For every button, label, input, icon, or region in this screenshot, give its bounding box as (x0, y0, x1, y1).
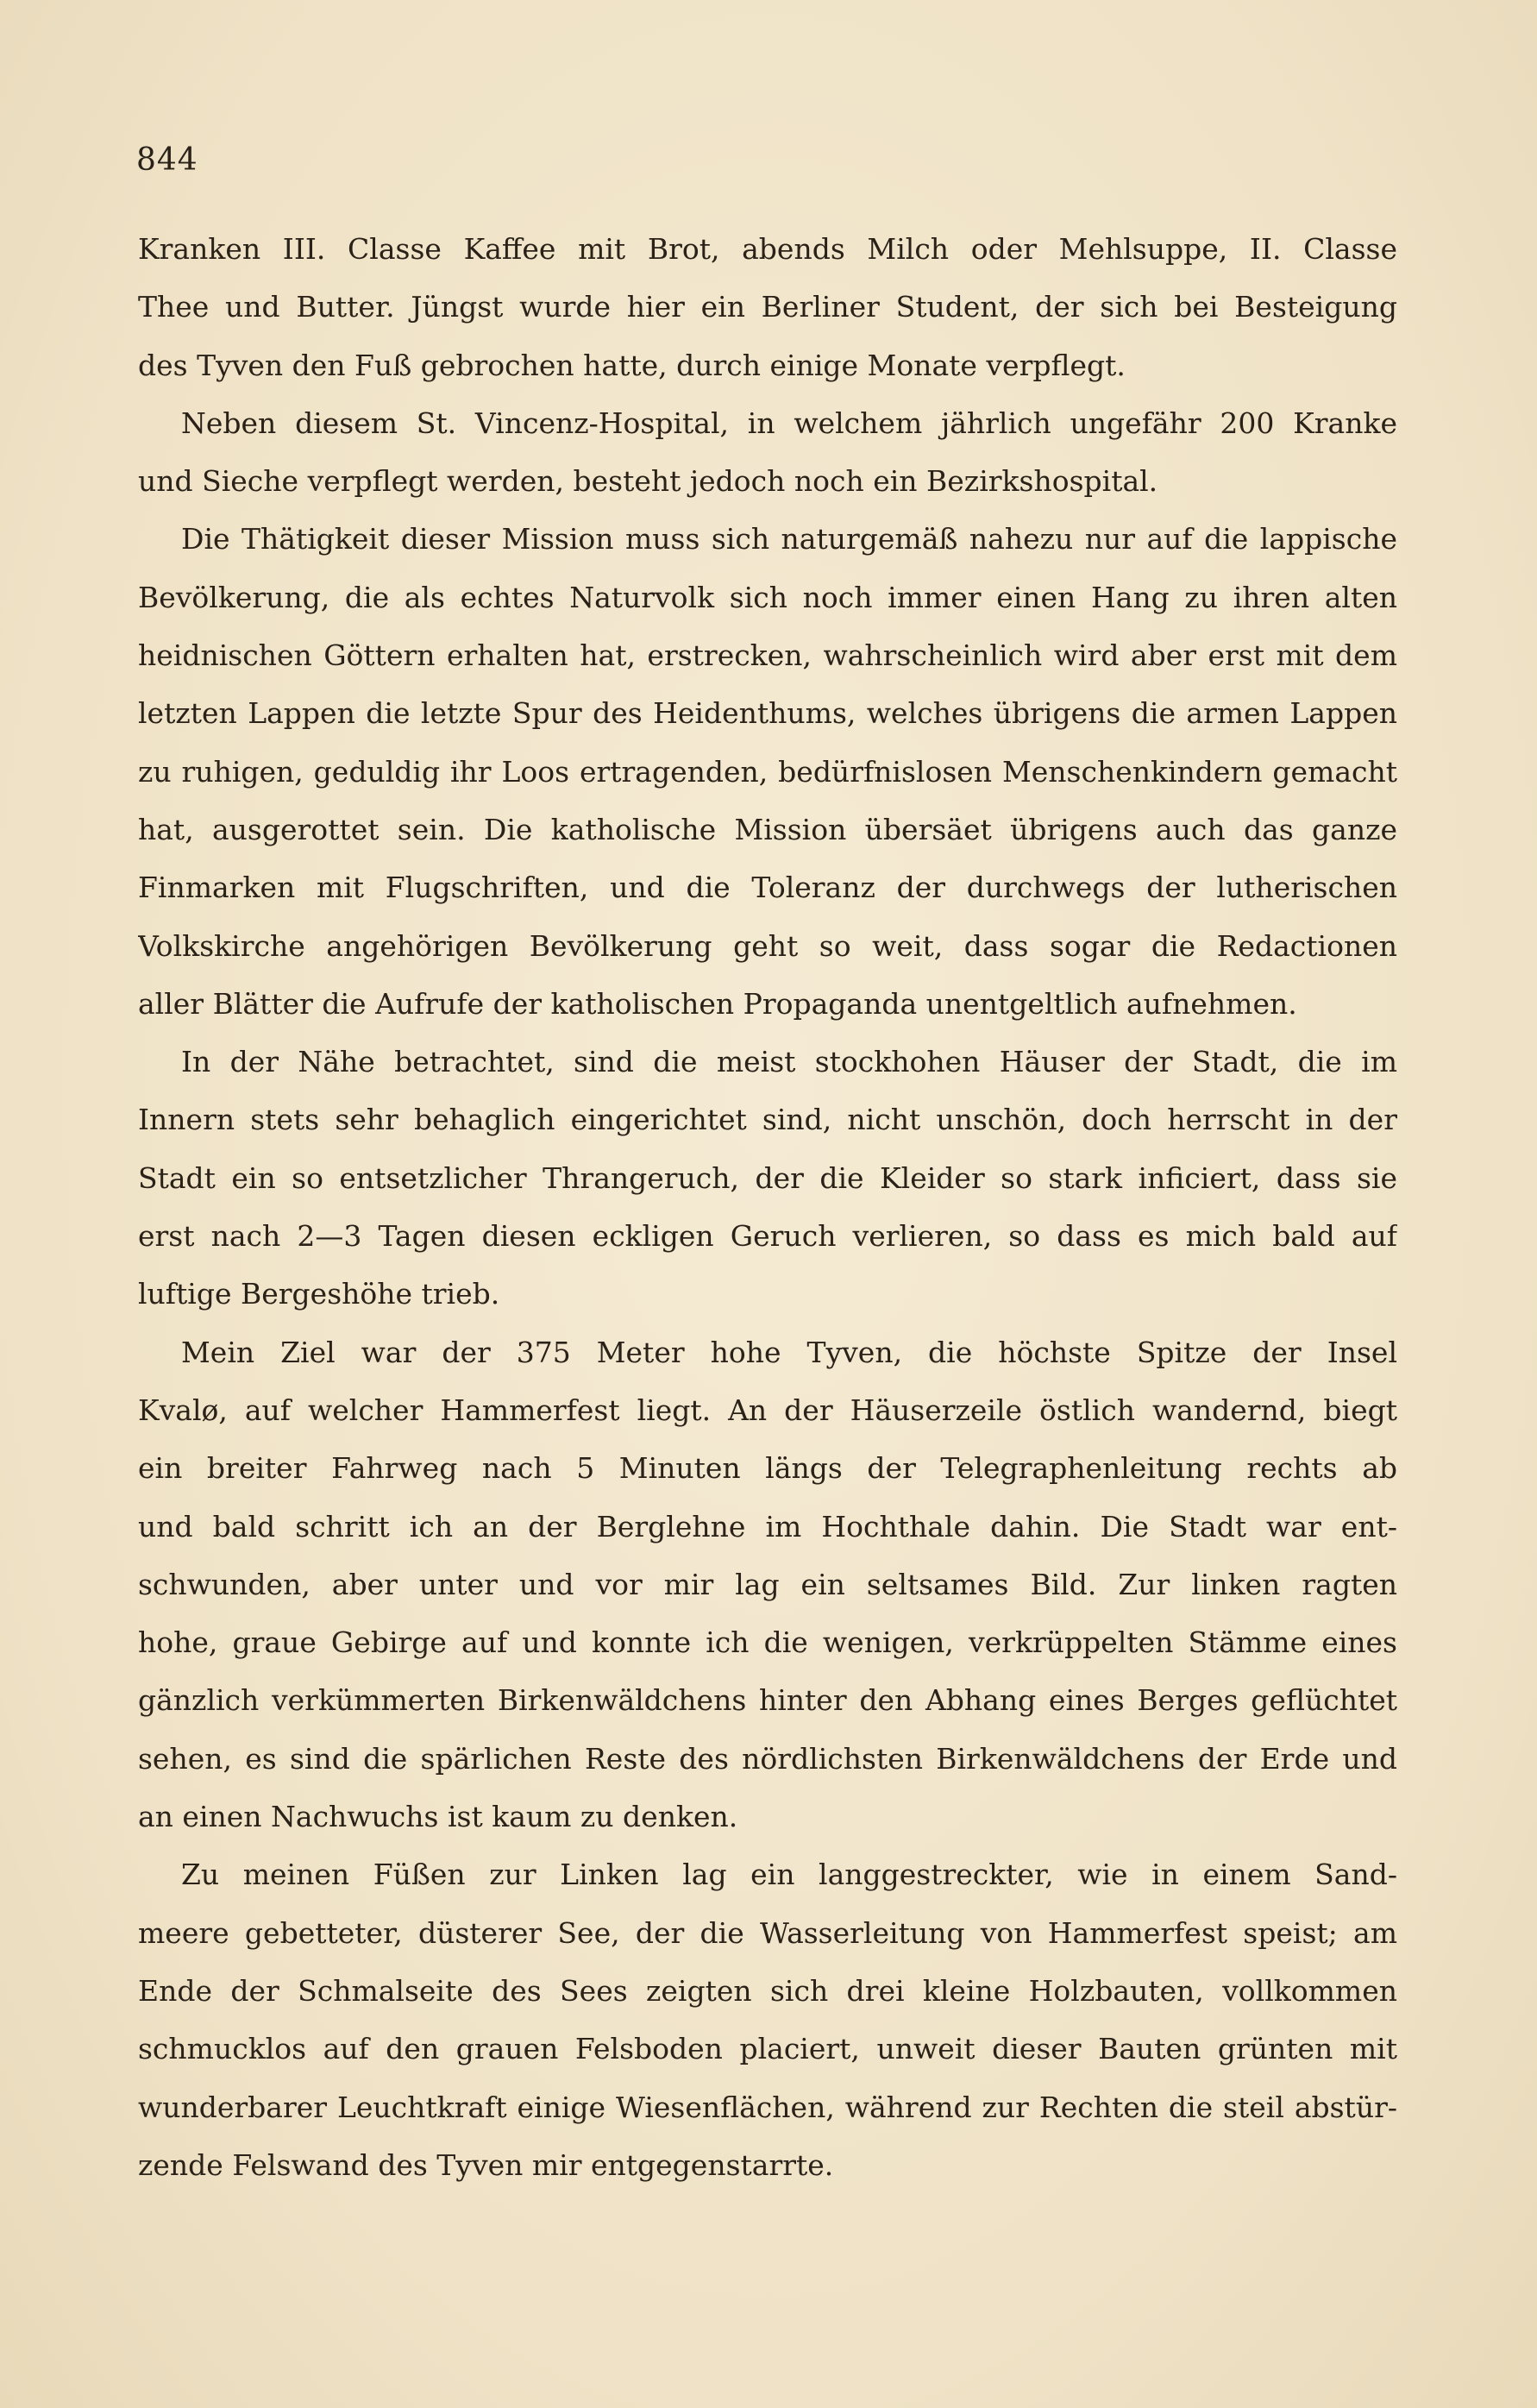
text-line: Zu meinen Füßen zur Linken lag ein langgestreckter, wie in einem Sand- (181, 1858, 1397, 1892)
text-line: Kvalø, auf welcher Hammerfest liegt. An der Häuserzeile östlich wandernd, biegt (138, 1393, 1397, 1427)
text-line: erst nach 2—3 Tagen diesen eckligen Geruch verlieren, so dass es mich bald auf (138, 1219, 1397, 1254)
text-line: zende Felswand des Tyven mir entgegenstarrte. (138, 2147, 834, 2182)
page-number: 844 (136, 142, 198, 178)
text-line: Finmarken mit Flugschriften, und die Toleranz der durchwegs der lutherischen (138, 871, 1397, 905)
text-line: Ende der Schmalseite des Sees zeigten sich drei kleine Holzbauten, vollkommen (138, 1973, 1397, 2008)
text-line: zu ruhigen, geduldig ihr Loos ertragenden, bedürfnislosen Menschenkindern gemacht (138, 754, 1397, 789)
text-line: aller Blätter die Aufrufe der katholischen Propaganda unentgeltlich aufnehmen. (138, 986, 1297, 1021)
text-line: heidnischen Göttern erhalten hat, erstrecken, wahrscheinlich wird aber erst mit dem (138, 638, 1397, 673)
text-line: sehen, es sind die spärlichen Reste des nördlichsten Birkenwäldchens der Erde und (138, 1741, 1397, 1776)
text-line: Stadt ein so entsetzlicher Thrangeruch, der die Kleider so stark inficiert, dass sie (138, 1160, 1397, 1195)
text-line: Innern stets sehr behaglich eingerichtet sind, nicht unschön, doch herrscht in der (138, 1103, 1397, 1137)
text-line: Mein Ziel war der 375 Meter hohe Tyven, die höchste Spitze der Insel (181, 1335, 1397, 1369)
text-line: hat, ausgerottet sein. Die katholische Mission übersäet übrigens auch das ganze (138, 812, 1397, 846)
text-line: schwunden, aber unter und vor mir lag ein seltsames Bild. Zur linken ragten (138, 1567, 1397, 1601)
text-line: meere gebetteter, düsterer See, der die Wasserleitung von Hammerfest speist; am (138, 1915, 1397, 1950)
text-line: letzten Lappen die letzte Spur des Heidenthums, welches übrigens die armen Lappen (138, 696, 1397, 731)
text-line: Neben diesem St. Vincenz-Hospital, in welchem jährlich ungefähr 200 Kranke (181, 406, 1397, 440)
text-line: wunderbarer Leuchtkraft einige Wiesenflächen, während zur Rechten die steil abstür- (138, 2090, 1397, 2124)
text-line: ein breiter Fahrweg nach 5 Minuten längs der Telegraphenleitung rechts ab (138, 1451, 1397, 1486)
text-line: Thee und Butter. Jüngst wurde hier ein Berliner Student, der sich bei Besteigung (138, 290, 1397, 324)
text-line: an einen Nachwuchs ist kaum zu denken. (138, 1800, 738, 1834)
text-line: hohe, graue Gebirge auf und konnte ich die wenigen, verkrüppelten Stämme eines (138, 1625, 1397, 1660)
text-line: Kranken III. Classe Kaffee mit Brot, abends Milch oder Mehlsuppe, II. Classe (138, 232, 1397, 266)
text-line: des Tyven den Fuß gebrochen hatte, durch einige Monate verpflegt. (138, 348, 1126, 382)
text-line: In der Nähe betrachtet, sind die meist stockhohen Häuser der Stadt, die im (181, 1045, 1397, 1079)
text-line: gänzlich verkümmerten Birkenwäldchens hinter den Abhang eines Berges geflüchtet (138, 1683, 1397, 1718)
text-line: und bald schritt ich an der Berglehne im Hochthale dahin. Die Stadt war ent- (138, 1509, 1397, 1544)
text-line: Bevölkerung, die als echtes Naturvolk sich noch immer einen Hang zu ihren alten (138, 580, 1397, 614)
text-line: Volkskirche angehörigen Bevölkerung geht so weit, dass sogar die Redactionen (138, 928, 1397, 963)
text-line: schmucklos auf den grauen Felsboden placiert, unweit dieser Bauten grünten mit (138, 2032, 1397, 2066)
body-text (138, 220, 1397, 2194)
text-line: Die Thätigkeit dieser Mission muss sich naturgemäß nahezu nur auf die lappische (181, 522, 1397, 556)
text-line: luftige Bergeshöhe trieb. (138, 1277, 500, 1311)
text-line: und Sieche verpflegt werden, besteht jedoch noch ein Bezirkshospital. (138, 464, 1158, 499)
